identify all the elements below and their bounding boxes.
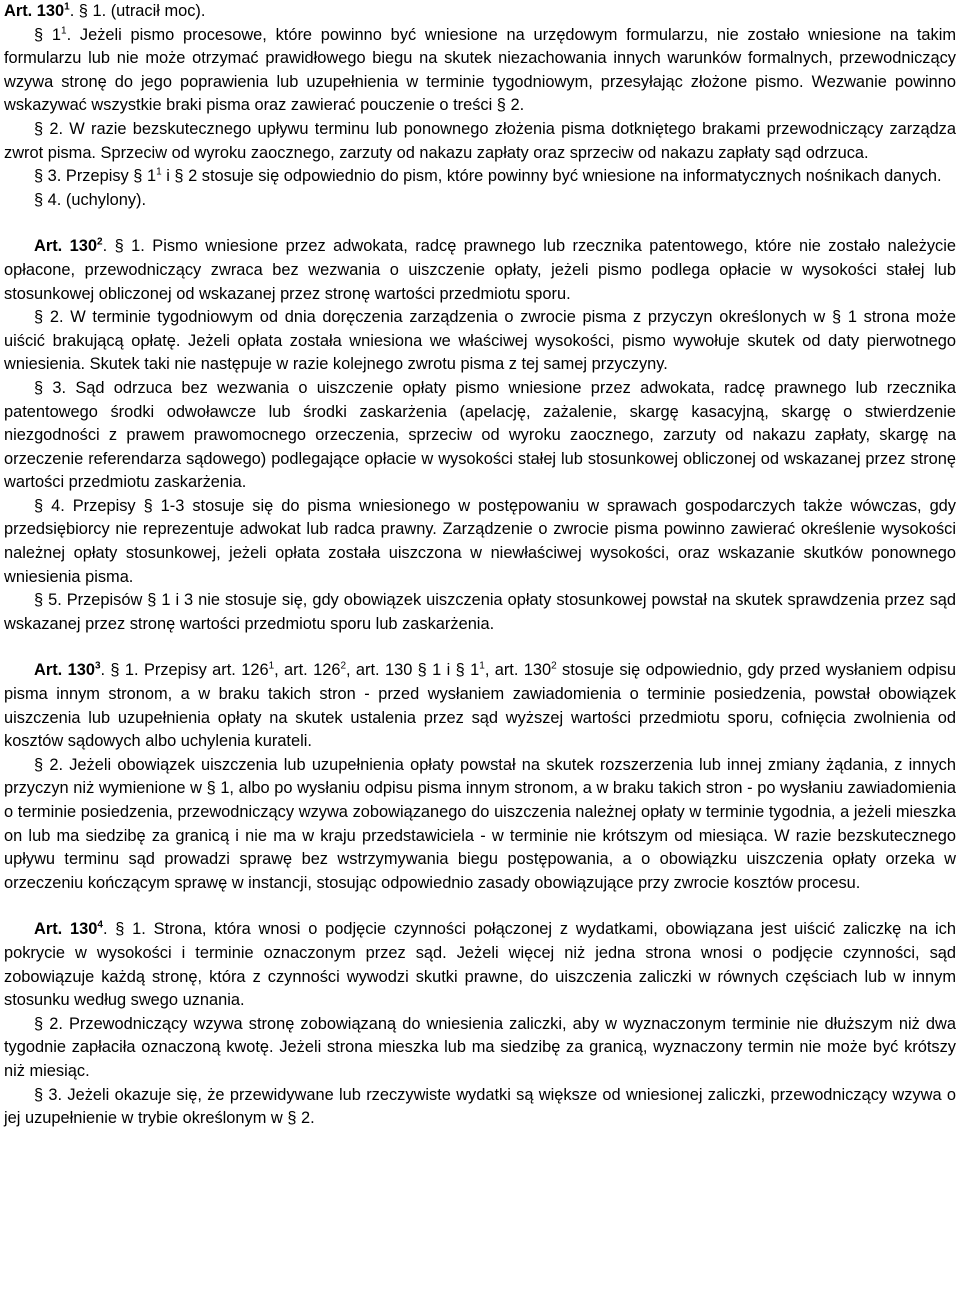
art-130-2-par-1: Art. $130^2$. § 1. Pismo wniesione przez adwokata, radcę prawnego lub rzecznika patentowego, które nie zostało należycie opłacone, przewodniczący zwraca bez wezwania o uiszczenie opłaty, jeżeli pismo podlega opłacie w wysokości stałej lub stosunkowej obliczonej od wskazanej przez stronę wartości przedmiotu sporu. <box>4 236 956 303</box>
article-number: Art. $130^1$ <box>4 1 70 20</box>
art-130-2-par-3: § 3. Sąd odrzuca bez wezwania o uiszczenie opłaty pismo wniesione przez adwokata, radcę prawnego lub rzecznika patentowego środki odwoławcze lub środki zaskarżenia (apelację, zażalenie, skargę kasacyjną, skargę o stwierdzenie niezgodności z prawem prawomocnego orzeczenia, sprzeciw od wyroku zaocznego, zarzuty od nakazu zapłaty, skargę na orzeczenie referendarza sądowego) podlegające opłacie w wysokości stałej lub stosunkowej obliczonej od wskazanej przez stronę wartości przedmiotu zaskarżenia. <box>4 378 956 492</box>
art-130-4-par-2: § 2. Przewodniczący wzywa stronę zobowiązaną do wniesienia zaliczki, aby w wyznaczonym terminie nie dłuższym niż dwa tygodnie zapłaciła oznaczoną kwotę. Jeżeli strona mieszka lub ma siedzibę za granicą, wyznaczony termin nie może być krótszy niż miesiąc. <box>4 1014 956 1080</box>
article-number: Art. $130^4$ <box>34 919 103 939</box>
art-130-2-par-2: § 2. W terminie tygodniowym od dnia doręczenia zarządzenia o zwrocie pisma z przyczyn określonych w § 1 strona może uiścić brakującą opłatę. Jeżeli opłata została wniesiona we właściwej wysokości, pismo wywołuje skutek od daty pierwotnego wniesienia. Skutek taki nie następuje w razie kolejnego zwrotu pisma z tej samej przyczyny. <box>4 308 956 374</box>
art-130-1-heading <box>4 0 956 24</box>
article-number: Art. $130^2$ <box>34 236 103 256</box>
art-130-4-par-3: § 3. Jeżeli okazuje się, że przewidywane lub rzeczywiste wydatki są większe od wniesionej zaliczki, przewodniczący wzywa o jej uzupełnienie w trybie określonym w § 2. <box>4 1085 956 1128</box>
heading-rest: . § 1. (utracił moc). <box>69 2 206 20</box>
art-130-3-par-1: Art. $130^3$. § 1. Przepisy art. $126^1$, art. $126^2$, art. 130 § 1 i § $1^1$, art. $130^2$ stosuje się odpowiednio, gdy przed wysłaniem odpisu pisma innym stronom, a w braku takich stron - przed wysłaniem zawiadomienia o terminie posiedzenia, powstał obowiązek uiszczenia lub uzupełnienia opłaty na skutek ustalenia przez sąd wyższej wartości przedmiotu sporu, cofnięcia zwolnienia od kosztów sądowych albo uchylenia kurateli. <box>4 660 956 751</box>
art-130-1-par-1-1: § $1^1$. Jeżeli pismo procesowe, które powinno być wniesione na urzędowym formularzu, nie zostało wniesione na takim formularzu lub nie może otrzymać prawidłowego biegu na skutek niezachowania innych warunków formalnych, przewodniczący wzywa stronę do jego poprawienia lub uzupełnienia w terminie tygodniowym, przesyłając złożone pismo. Wezwanie powinno wskazywać wszystkie braki pisma oraz zawierać pouczenie o treści § 2. <box>4 25 956 115</box>
art-130-1-par-4: § 4. (uchylony). <box>34 190 147 209</box>
art-130-1-par-3: § 3. Przepisy § $1^1$ i § 2 stosuje się odpowiednio do pism, które powinny być wniesione na informatycznych nośnikach danych. <box>34 166 942 186</box>
art-130-3-par-2: § 2. Jeżeli obowiązek uiszczenia lub uzupełnienia opłaty powstał na skutek rozszerzenia lub innej zmiany żądania, z innych przyczyn niż wymienione w § 1, albo po wysłaniu odpisu pisma innym stronom, a w braku takich stron - po wysłaniu zawiadomienia o terminie posiedzenia, przewodniczący wzywa zobowiązanego do uiszczenia należnej opłaty w terminie tygodnia, a jeżeli mieszka on lub ma siedzibę za granicą i nie ma w kraju przedstawiciela - w terminie nie krótszym od miesiąca. W razie bezskutecznego upływu terminu sąd prowadzi sprawę bez wstrzymywania biegu postępowania, a o obowiązku uiszczenia opłaty orzeka w orzeczeniu kończącym sprawę w instancji, stosując odpowiednio zasady obowiązujące przy zwrocie kosztów procesu. <box>4 755 956 892</box>
art-130-1-par-2: § 2. W razie bezskutecznego upływu terminu lub ponownego złożenia pisma dotkniętego brakami przewodniczący zarządza zwrot pisma. Sprzeciw od wyroku zaocznego, zarzuty od nakazu zapłaty oraz sprzeciw od nakazu zapłaty sąd odrzuca. <box>4 119 956 162</box>
art-130-2-par-4: § 4. Przepisy § 1-3 stosuje się do pisma wniesionego w postępowaniu w sprawach gospodarczych także wówczas, gdy przedsiębiorcy nie reprezentuje adwokat lub radca prawny. Zarządzenie o zwrocie pisma powinno zawierać określenie wysokości należnej opłaty stosunkowej, jeżeli opłata została uiszczona w niewłaściwej wysokości, oraz wskazanie skutków ponownego wniesienia pisma. <box>4 496 956 586</box>
art-130-4-par-1: Art. $130^4$. § 1. Strona, która wnosi o podjęcie czynności połączonej z wydatkami, obowiązana jest uiścić zaliczkę na ich pokrycie w wysokości i terminie oznaczonym przez sąd. Jeżeli więcej niż jedna strona wnosi o podjęcie czynności, sąd zobowiązuje każdą stronę, która z czynności wywodzi skutki prawne, do uiszczenia zaliczki w równych częściach lub w innym stosunku według swego uznania. <box>4 919 956 1010</box>
article-number: Art. $130^3$ <box>34 660 101 680</box>
art-130-2-par-5: § 5. Przepisów § 1 i 3 nie stosuje się, gdy obowiązek uiszczenia opłaty stosunkowej powstał na skutek sprawdzenia przez sąd wskazanej przez stronę wartości przedmiotu sporu lub zaskarżenia. <box>4 591 956 633</box>
